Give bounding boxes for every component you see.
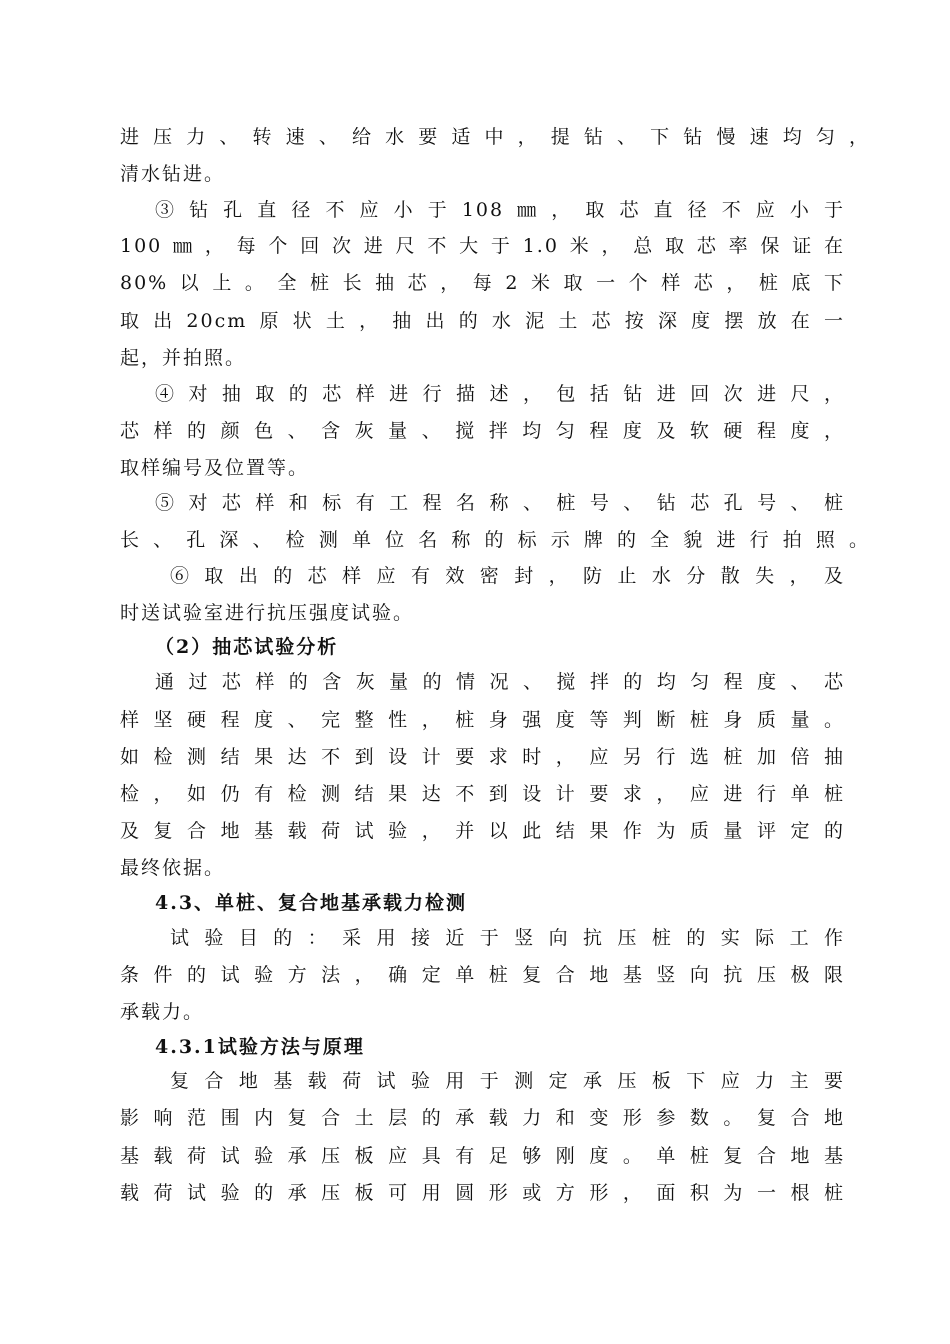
text-line: 条件的试验方法，确定单桩复合地基竖向抗压极限 bbox=[120, 964, 845, 986]
text-line: 检，如仍有检测结果达不到设计要求，应进行单桩 bbox=[120, 783, 845, 805]
text-line: 芯样的颜色、含灰量、搅拌均匀程度及软硬程度， bbox=[120, 420, 845, 442]
subsection-heading: 4.3.1试验方法与原理 bbox=[155, 1036, 365, 1058]
text-line: 80%以上。全桩长抽芯，每2米取一个样芯，桩底下 bbox=[120, 272, 845, 294]
text-line: 取样编号及位置等。 bbox=[120, 457, 310, 479]
text-line: ④对抽取的芯样进行描述，包括钻进回次进尺， bbox=[155, 383, 845, 405]
text-line: 载荷试验的承压板可用圆形或方形，面积为一根桩 bbox=[120, 1182, 845, 1204]
text-line: 影响范围内复合土层的承载力和变形参数。复合地 bbox=[120, 1107, 845, 1129]
text-line: 长、孔深、检测单位名称的标示牌的全貌进行拍照。 bbox=[120, 529, 870, 551]
text-line: 如检测结果达不到设计要求时，应另行选桩加倍抽 bbox=[120, 746, 845, 768]
text-line: 样坚硬程度、完整性，桩身强度等判断桩身质量。 bbox=[120, 709, 845, 731]
text-line: 试验目的：采用接近于竖向抗压桩的实际工作 bbox=[170, 927, 845, 949]
text-line: ⑤对芯样和标有工程名称、桩号、钻芯孔号、桩 bbox=[155, 492, 845, 514]
text-line: 取出20cm原状土，抽出的水泥土芯按深度摆放在一 bbox=[120, 310, 845, 332]
text-line: 时送试验室进行抗压强度试验。 bbox=[120, 602, 415, 624]
section-heading: 4.3、单桩、复合地基承载力检测 bbox=[155, 892, 468, 914]
section-heading: （2）抽芯试验分析 bbox=[155, 636, 339, 658]
text-line: 承载力。 bbox=[120, 1001, 205, 1023]
text-line: 100㎜，每个回次进尺不大于1.0米，总取芯率保证在 bbox=[120, 235, 845, 257]
text-line: 基载荷试验承压板应具有足够刚度。单桩复合地基 bbox=[120, 1145, 845, 1167]
text-line: ⑥取出的芯样应有效密封，防止水分散失，及 bbox=[170, 565, 845, 587]
text-line: 起，并拍照。 bbox=[120, 347, 247, 369]
text-line: 及复合地基载荷试验，并以此结果作为质量评定的 bbox=[120, 820, 845, 842]
text-line: ③钻孔直径不应小于108㎜，取芯直径不应小于 bbox=[155, 199, 845, 221]
text-line: 清水钻进。 bbox=[120, 163, 226, 185]
text-line: 最终依据。 bbox=[120, 857, 226, 879]
text-line: 复合地基载荷试验用于测定承压板下应力主要 bbox=[170, 1070, 845, 1092]
text-line: 进压力、转速、给水要适中，提钻、下钻慢速均匀， bbox=[120, 126, 870, 148]
text-line: 通过芯样的含灰量的情况、搅拌的均匀程度、芯 bbox=[155, 671, 845, 693]
